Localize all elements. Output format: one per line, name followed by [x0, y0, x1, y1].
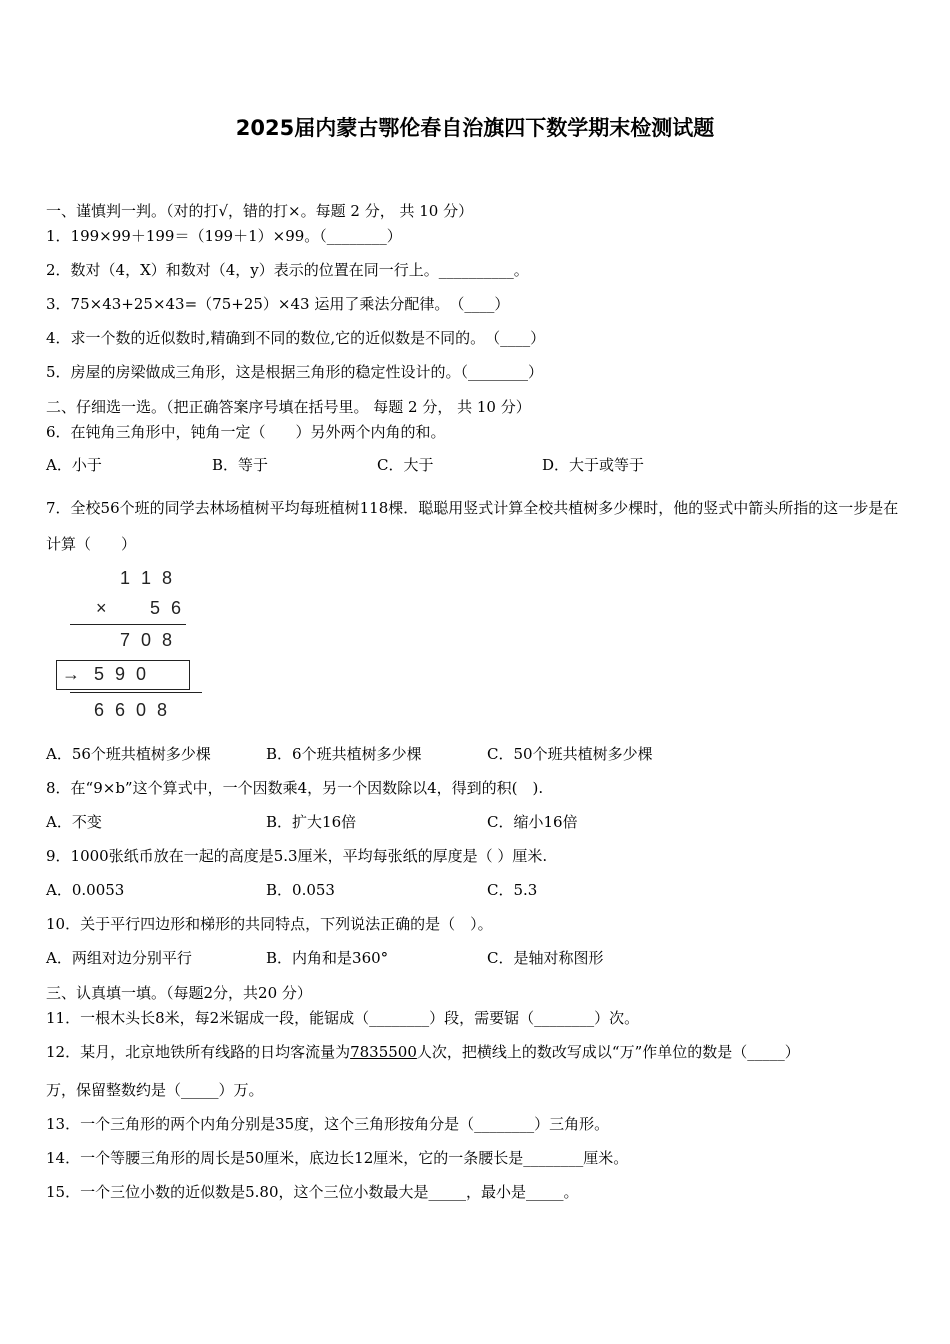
question-12-number: 7835500: [350, 1043, 417, 1061]
question-10-option-c: C．是轴对称图形: [487, 949, 604, 967]
question-2: 2．数对（4，X）和数对（4，y）表示的位置在同一行上。__________。: [46, 261, 529, 279]
question-4: 4．求一个数的近似数时,精确到不同的数位,它的近似数是不同的。 （____）: [46, 329, 546, 347]
question-9-stem: 9．1000张纸币放在一起的高度是5.3厘米，平均每张纸的厚度是（ ）厘米.: [46, 847, 548, 865]
question-6-option-c: C．大于: [377, 456, 434, 474]
question-9-option-b: B．0.053: [266, 881, 335, 899]
question-8-stem: 8．在“9×b”这个算式中，一个因数乘4，另一个因数除以4，得到的积( ).: [46, 779, 544, 797]
question-9-option-a: A．0.0053: [46, 881, 125, 899]
section-3-heading: 三、认真填一填。（每题2分，共20 分）: [46, 984, 312, 1002]
calc-row-3: 7 0 8: [120, 630, 173, 650]
calc-rule-1: [70, 624, 186, 625]
calc-rule-2: [70, 692, 202, 693]
question-10-option-b: B．内角和是360°: [266, 949, 389, 967]
question-7-option-b: B．6个班共植树多少棵: [266, 745, 422, 763]
page-title: 2025届内蒙古鄂伦春自治旗四下数学期末检测试题: [235, 116, 715, 140]
question-12-text-pre: 12．某月，北京地铁所有线路的日均客流量为: [46, 1043, 351, 1061]
vertical-multiplication: [56, 560, 216, 730]
question-6-option-a: A．小于: [46, 456, 102, 474]
question-12-text-post: 人次，把横线上的数改写成以“万”作单位的数是（_____）: [416, 1043, 800, 1061]
question-5: 5．房屋的房梁做成三角形，这是根据三角形的稳定性设计的。（________）: [46, 363, 544, 381]
question-10-stem: 10．关于平行四边形和梯形的共同特点，下列说法正确的是（ ）。: [46, 915, 493, 933]
calc-row-4: 5 9 0: [94, 664, 147, 684]
question-9-option-c: C．5.3: [487, 881, 538, 899]
question-7-option-c: C．50个班共植树多少棵: [487, 745, 653, 763]
question-6-option-d: D．大于或等于: [542, 456, 645, 474]
question-7-stem: 7．全校56个班的同学去林场植树平均每班植树118棵．聪聪用竖式计算全校共植树多少棵时，他的竖式中箭头所指的这一步是在计算（ ）: [46, 499, 899, 553]
question-8-option-c: C．缩小16倍: [487, 813, 578, 831]
calc-row-1: 1 1 8: [120, 568, 173, 588]
calc-row-5: 6 6 0 8: [94, 700, 168, 720]
question-12-line-2: 万，保留整数约是（_____）万。: [46, 1081, 264, 1099]
question-8-option-a: A．不变: [46, 813, 102, 831]
section-2-heading: 二、仔细选一选。（把正确答案序号填在括号里。 每题 2 分， 共 10 分）: [46, 398, 531, 416]
arrow-icon: →: [62, 664, 80, 684]
question-14: 14．一个等腰三角形的周长是50厘米，底边长12厘米，它的一条腰长是________厘米。: [46, 1149, 629, 1167]
question-15: 15．一个三位小数的近似数是5.80，这个三位小数最大是_____，最小是_____。: [46, 1183, 579, 1201]
question-10-option-a: A．两组对边分别平行: [46, 949, 192, 967]
section-1-heading: 一、谨慎判一判。（对的打√，错的打×。每题 2 分， 共 10 分）: [46, 202, 474, 220]
question-6-option-b: B．等于: [212, 456, 269, 474]
question-6-stem: 6．在钝角三角形中，钝角一定（ ）另外两个内角的和。: [46, 423, 446, 441]
question-13: 13．一个三角形的两个内角分别是35度，这个三角形按角分是（________）三角形。: [46, 1115, 610, 1133]
question-3: 3．75×43+25×43=（75+25）×43 运用了乘法分配律。 （____）: [46, 295, 510, 313]
question-1: 1．199×99＋199＝（199＋1）×99。（________）: [46, 227, 402, 245]
calc-operator: ×: [96, 598, 107, 618]
question-11: 11．一根木头长8米，每2米锯成一段，能锯成（________）段，需要锯（________）次。: [46, 1009, 640, 1027]
question-12: [46, 1042, 800, 1062]
question-8-option-b: B．扩大16倍: [266, 813, 357, 831]
calc-row-2: 5 6: [150, 598, 182, 618]
question-7-option-a: A．56个班共植树多少棵: [46, 745, 211, 763]
